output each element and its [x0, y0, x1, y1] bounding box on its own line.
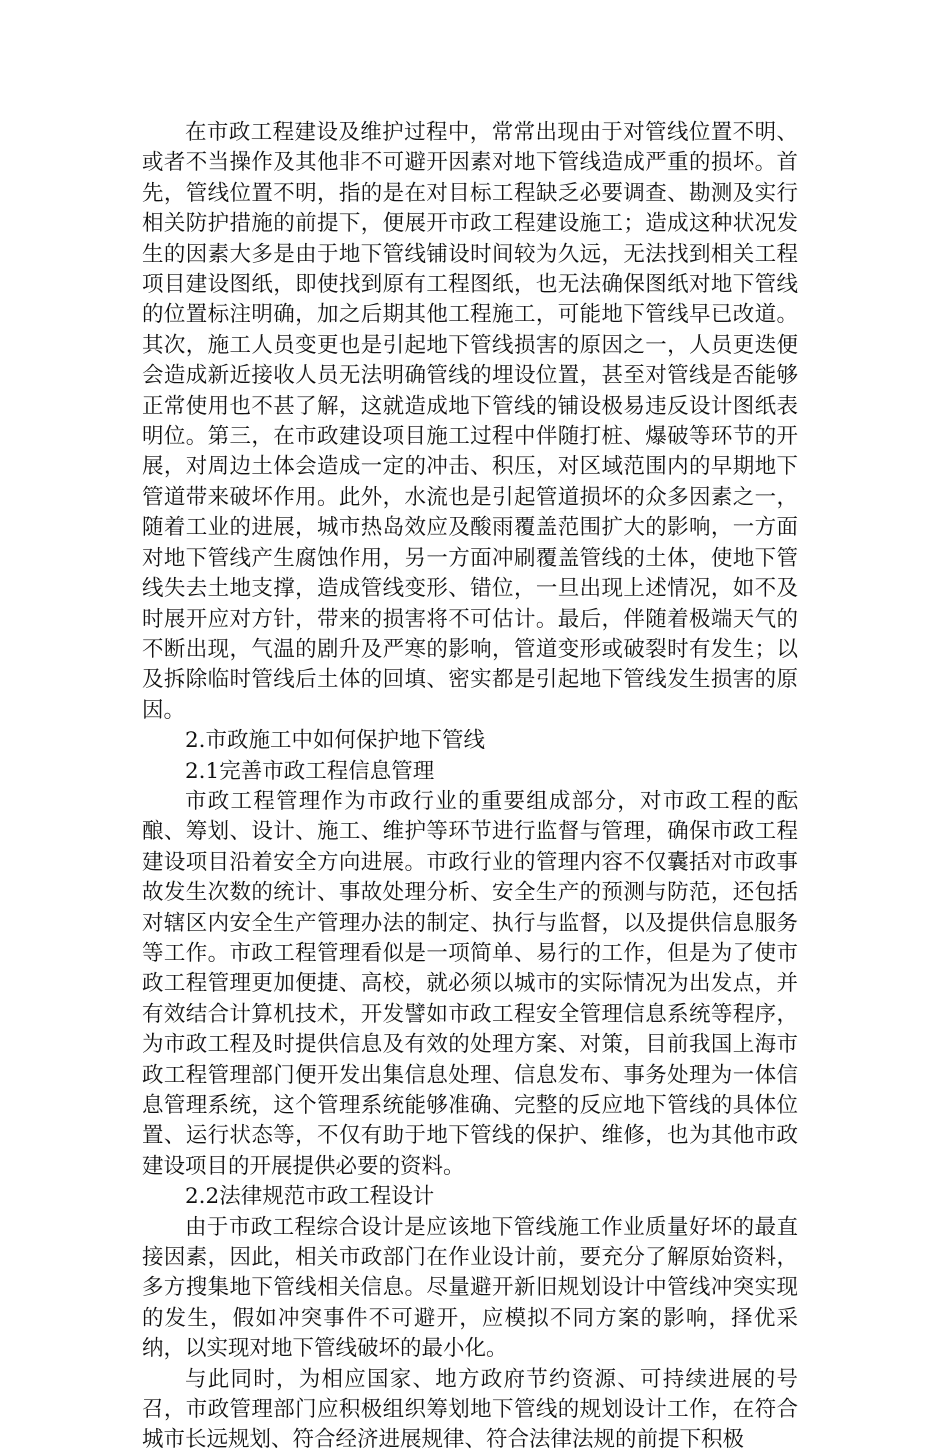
paragraph-planning-call: 与此同时，为相应国家、地方政府节约资源、可持续进展的号召，市政管理部门应积极组织筹划地下管线的规划设计工作，在符合城市长远规划、符合经济进展规律、符合法律法规的前提下积极	[142, 1366, 798, 1453]
paragraph-pipeline-damage-causes: 在市政工程建设及维护过程中，常常出现由于对管线位置不明、或者不当操作及其他非不可避开因素对地下管线造成严重的损坏。首先，管线位置不明，指的是在对目标工程缺乏必要调查、勘测及实行相关防护措施的前提下，便展开市政工程建设施工；造成这种状况发生的因素大多是由于地下管线铺设时间较为久远，无法找到相关工程项目建设图纸，即使找到原有工程图纸，也无法确保图纸对地下管线的位置标注明确，加之后期其他工程施工，可能地下管线早已改道。其次，施工人员变更也是引起地下管线损害的原因之一，人员更迭便会造成新近接收人员无法明确管线的埋设位置，甚至对管线是否能够正常使用也不甚了解，这就造成地下管线的铺设极易违反设计图纸表明位。第三，在市政建设项目施工过程中伴随打桩、爆破等环节的开展，对周边土体会造成一定的冲击、积压，对区域范围内的早期地下管道带来破坏作用。此外，水流也是引起管道损坏的众多因素之一，随着工业的进展，城市热岛效应及酸雨覆盖范围扩大的影响，一方面对地下管线产生腐蚀作用，另一方面冲刷覆盖管线的土体，使地下管线失去土地支撑，造成管线变形、错位，一旦出现上述情况，如不及时展开应对方针，带来的损害将不可估计。最后，伴随着极端天气的不断出现，气温的剧升及严寒的影响，管道变形或破裂时有发生；以及拆除临时管线后土体的回填、密实都是引起地下管线发生损害的原因。	[142, 120, 798, 723]
subsection-heading-legal-design: 2.2法律规范市政工程设计	[185, 1184, 435, 1210]
paragraph-legal-design: 由于市政工程综合设计是应该地下管线施工作业质量好坏的最直接因素，因此，相关市政部门在作业设计前，要充分了解原始资料，多方搜集地下管线相关信息。尽量避开新旧规划设计中管线冲突实现的发生，假如冲突事件不可避开，应模拟不同方案的影响，择优采纳，以实现对地下管线破坏的最小化。	[142, 1214, 798, 1362]
subsection-heading-info-management: 2.1完善市政工程信息管理	[185, 758, 435, 784]
paragraph-info-management: 市政工程管理作为市政行业的重要组成部分，对市政工程的酝酿、筹划、设计、施工、维护等环节进行监督与管理，确保市政工程建设项目沿着安全方向进展。市政行业的管理内容不仅囊括对市政事故发生次数的统计、事故处理分析、安全生产的预测与防范，还包括对辖区内安全生产管理办法的制定、执行与监督，以及提供信息服务等工作。市政工程管理看似是一项简单、易行的工作，但是为了使市政工程管理更加便捷、高校，就必须以城市的实际情况为出发点，并有效结合计算机技术，开发譬如市政工程安全管理信息系统等程序，为市政工程及时提供信息及有效的处理方案、对策，目前我国上海市政工程管理部门便开发出集信息处理、信息发布、事务处理为一体信息管理系统，这个管理系统能够准确、完整的反应地下管线的具体位置、运行状态等，不仅有助于地下管线的保护、维修，也为其他市政建设项目的开展提供必要的资料。	[142, 788, 798, 1179]
section-heading-protection: 2.市政施工中如何保护地下管线	[185, 728, 486, 754]
document-body	[142, 118, 798, 1456]
